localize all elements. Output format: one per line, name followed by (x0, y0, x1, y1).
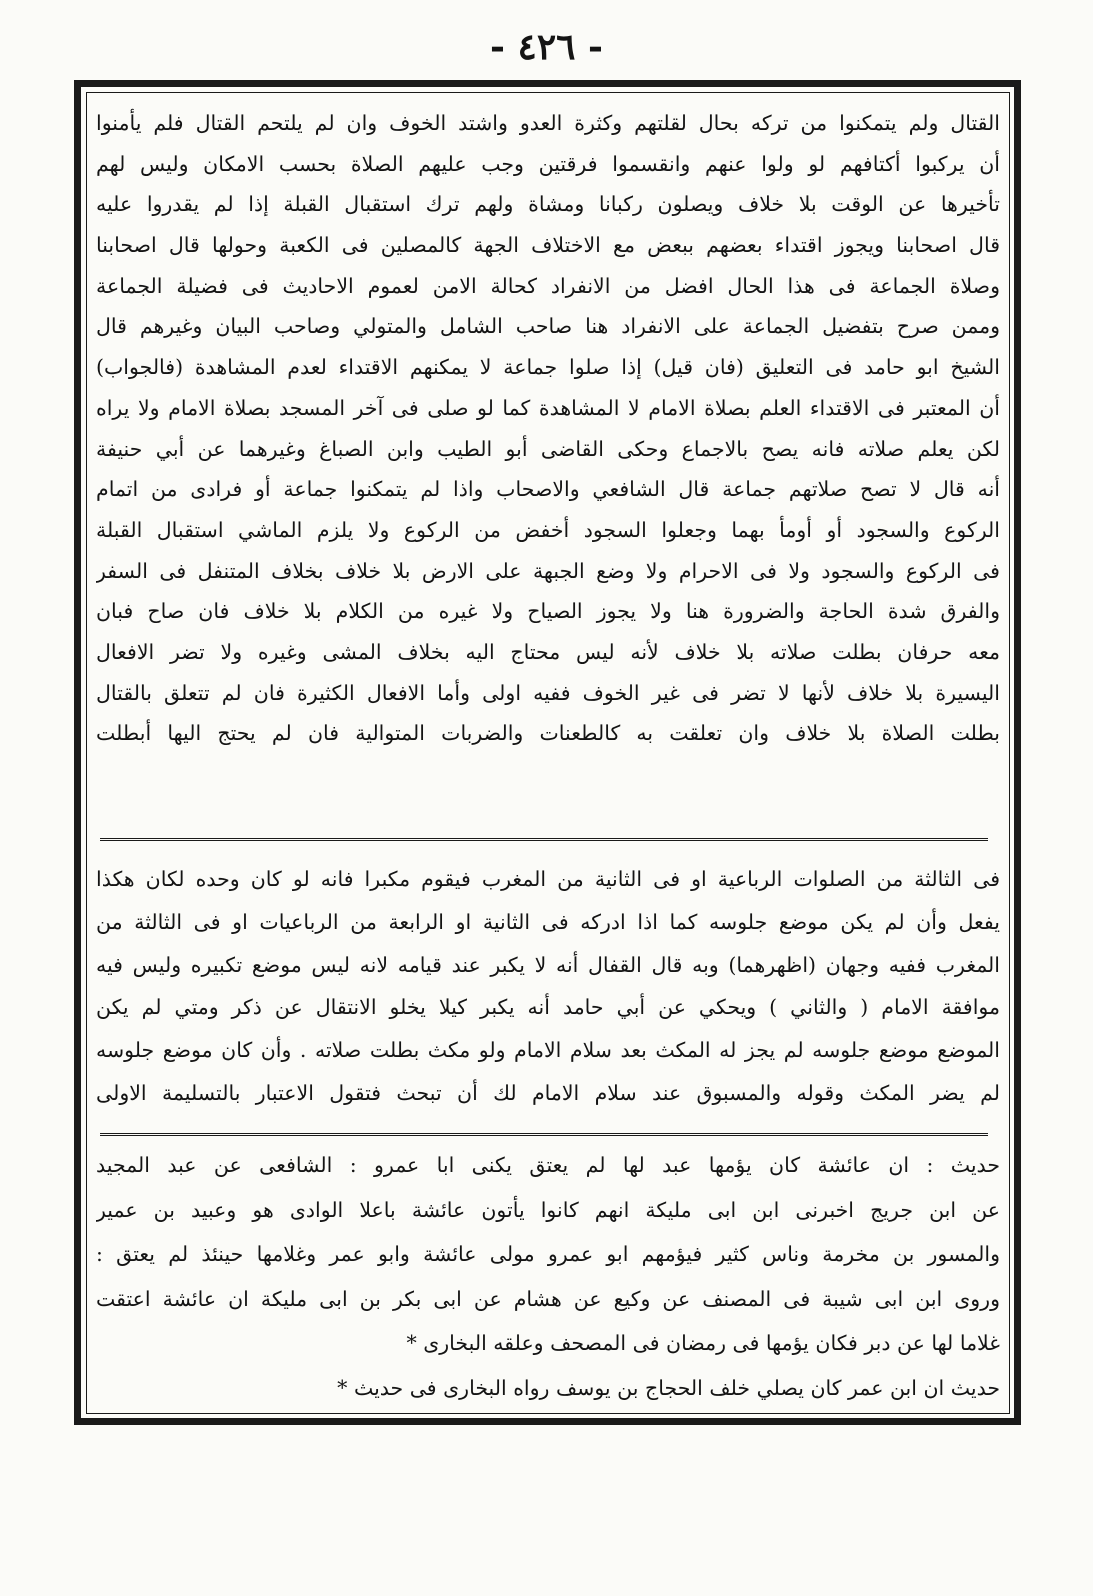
section-divider (100, 1133, 988, 1136)
footnote-line: موافقة الامام ( والثاني ) ويحكي عن أبي حامد أنه يكبر كيلا يخلو الانتقال عن ذكر ومتي لم يكن (96, 995, 1000, 1020)
main-line: بطلت الصلاة بلا خلاف وان تعلقت به كالطعنات والضربات المتوالية فان لم يحتج اليها أبطلت (96, 721, 1000, 746)
main-line: قال اصحابنا ويجوز اقتداء بعضهم ببعض مع الاختلاف الجهة كالمصلين فى الكعبة وحولها قال اصحابنا (96, 233, 1000, 258)
hadith-line: حديث ان ابن عمر كان يصلي خلف الحجاج بن يوسف رواه البخارى فى حديث * (337, 1375, 1000, 1400)
footnote-hadith (96, 1143, 1000, 1411)
main-line: الشيخ ابو حامد فى التعليق (فان قيل) إذا صلوا جماعة لا يمكنهم الاقتداء لعدم المشاهدة (فالجواب) (96, 355, 1000, 380)
section-divider (100, 838, 988, 841)
main-line: اليسيرة بلا خلاف لأنها لا تضر فى غير الخوف ففيه اولى وأما الافعال الكثيرة فان لم تتعلق بالقتال (96, 680, 1000, 705)
footnote-line: فى الثالثة من الصلوات الرباعية او فى الثانية من المغرب فيقوم مكبرا فانه لو كان وحده لكان هكذا (96, 867, 1000, 891)
footnote-commentary (96, 858, 1000, 1115)
footnote-line: لم يضر المكث وقوله والمسبوق عند سلام الامام لك أن تبحث فتقول الاعتبار بالتسليمة الاولى (96, 1080, 1000, 1105)
footnote-line: المغرب ففيه وجهان (اظهرهما) وبه قال القفال أنه لا يكبر عند قيامه لانه ليس موضع تكبيره وليس فيه (96, 952, 1000, 977)
main-line: تأخيرها عن الوقت بلا خلاف ويصلون ركبانا ومشاة ولهم ترك استقبال القبلة إذا لم يقدروا عليه (96, 192, 1000, 217)
main-line: الركوع والسجود أو أومأ بهما وجعلوا السجود أخفض من الركوع ولا يلزم الماشي استقبال القبلة (96, 517, 1000, 542)
main-text (96, 103, 1000, 754)
footnote-line: الموضع موضع جلوسه لم يجز له المكث بعد سلام الامام ولو مكث بطلت صلاته . وأن كان موضع جلوسه (96, 1038, 1000, 1063)
footnote-line: يفعل وأن لم يكن موضع جلوسه كما اذا ادركه فى الثانية او الرابعة من الرباعيات او فى الثالثة من (96, 909, 1000, 934)
main-line: لكن يعلم صلاته فانه يصح بالاجماع وحكى القاضى أبو الطيب وابن الصباغ وغيرهما عن أبي حنيفة (96, 436, 1000, 461)
main-line: والفرق شدة الحاجة والضرورة هنا ولا يجوز الصياح ولا غيره من الكلام بلا خلاف فان صاح فبان (96, 599, 1000, 624)
hadith-line: وروى ابن ابى شيبة فى المصنف عن وكيع عن هشام عن ابى بكر بن ابى مليكة ان عائشة اعتقت (96, 1286, 1000, 1311)
page-number: - ٤٢٦ - (490, 26, 603, 68)
hadith-line: حديث : ان عائشة كان يؤمها عبد لها لم يعتق يكنى ابا عمرو : الشافعى عن عبد المجيد (96, 1153, 1000, 1177)
main-line: فى الركوع والسجود ولا فى الاحرام ولا وضع الجبهة على الارض بلا خلاف بخلاف المتنفل فى السفر (96, 558, 1000, 583)
main-line: وممن صرح بتفضيل الجماعة على الانفراد هنا صاحب الشامل والمتولي وصاحب البيان وغيرهم قال (96, 314, 1000, 339)
main-line: القتال ولم يتمكنوا من تركه بحال لقلتهم وكثرة العدو واشتد الخوف وان لم يلتحم القتال فلم يأمنوا (96, 111, 1000, 135)
main-line: معه حرفان بطلت صلاته بلا خلاف لأنه ليس محتاج اليه بخلاف المشى وغيره ولا تضر الافعال (96, 639, 1000, 664)
main-line: أن يركبوا أكتافهم لو ولوا عنهم وانقسموا فرقتين وجب عليهم الصلاة بحسب الامكان وليس لهم (96, 151, 1000, 176)
hadith-line: عن ابن جريج اخبرنى ابن ابى مليكة انهم كانوا يأتون عائشة باعلا الوادى هو وعبيد بن عمير (96, 1197, 1000, 1222)
hadith-line: والمسور بن مخرمة وناس كثير فيؤمهم ابو عمرو مولى عائشة وابو عمر وغلامها حينئذ لم يعتق : (96, 1242, 1000, 1267)
hadith-line: غلاما لها عن دبر فكان يؤمها فى رمضان فى المصحف وعلقه البخارى * (406, 1331, 1000, 1356)
main-line: وصلاة الجماعة فى هذا الحال افضل من الانفراد كحالة الامن لعموم الاحاديث فى فضيلة الجماعة (96, 273, 1000, 298)
main-line: أنه قال لا تصح صلاتهم جماعة قال الشافعي والاصحاب واذا لم يتمكنوا جماعة أو فرادى من اتمام (96, 477, 1000, 502)
main-line: أن المعتبر فى الاقتداء العلم بصلاة الامام لا المشاهدة كما لو صلى فى آخر المسجد بصلاة الامام ولا يراه (96, 395, 1000, 420)
